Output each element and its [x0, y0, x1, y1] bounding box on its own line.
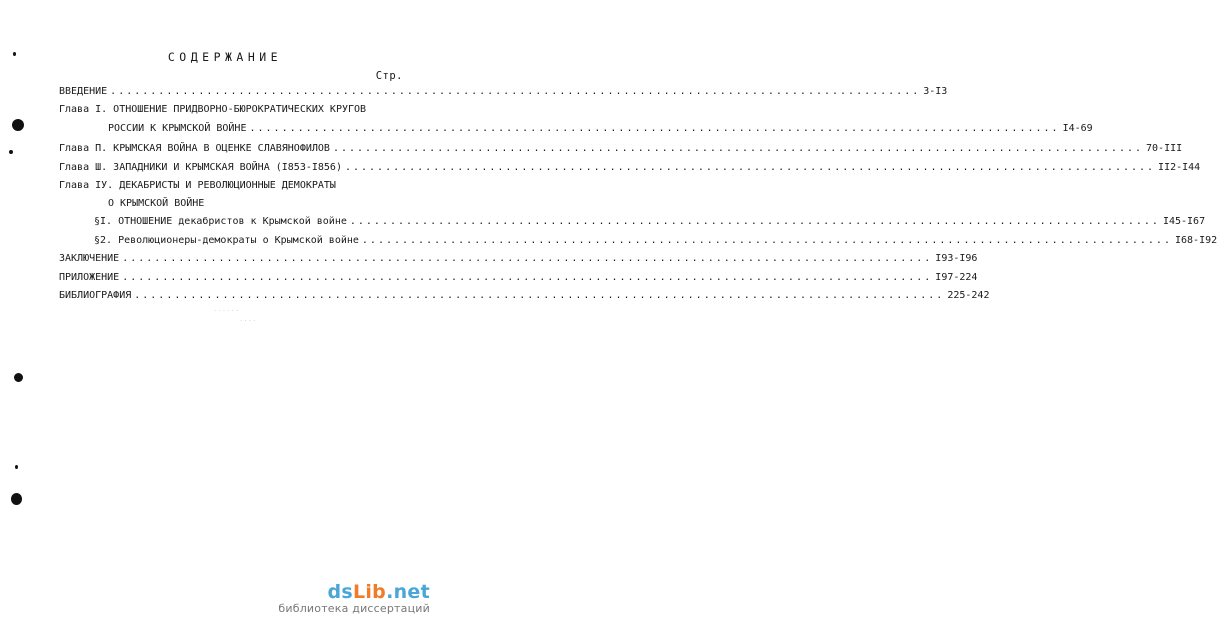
entry-text: Глава П. КРЫМСКАЯ ВОЙНА В ОЦЕНКЕ СЛАВЯНОФИЛОВ	[59, 143, 330, 154]
entry-pages: I45-I67	[1162, 216, 1206, 227]
leader-dots: .....................................................................................................	[361, 235, 1172, 246]
faint-stamp-mark: · · · ·	[240, 317, 256, 325]
toc-entry-chapter-2	[59, 143, 1183, 155]
brand-part-lib: Lib	[352, 581, 387, 603]
toc-entry-conclusion	[59, 253, 978, 265]
toc-entry-appendix	[59, 272, 978, 284]
toc-entry-chapter-4-line1: Глава IУ. ДЕКАБРИСТЫ И РЕВОЛЮЦИОННЫЕ ДЕМОКРАТЫ	[59, 180, 336, 191]
punch-hole	[12, 119, 24, 131]
toc-entry-chapter-4-line2: О КРЫМСКОЙ ВОЙНЕ	[108, 198, 205, 209]
entry-pages: 3-I3	[923, 86, 948, 97]
entry-text: БИБЛИОГРАФИЯ	[59, 290, 132, 301]
entry-text: ВВЕДЕНИЕ	[59, 86, 108, 97]
leader-dots: .....................................................................................................	[349, 216, 1160, 227]
entry-pages: 70-III	[1146, 143, 1183, 154]
leader-dots: .....................................................................................................	[344, 162, 1156, 173]
toc-entry-section-1	[94, 216, 1206, 228]
toc-entry-bibliography	[59, 290, 990, 302]
faint-stamp-mark: · · · · · ·	[214, 307, 239, 315]
toc-entry-chapter-1-line1: Глава I. ОТНОШЕНИЕ ПРИДВОРНО-БЮРОКРАТИЧЕСКИХ КРУГОВ	[59, 104, 367, 115]
brand-part-net: .net	[386, 581, 430, 603]
leader-dots: .....................................................................................................	[332, 143, 1144, 154]
toc-entry-chapter-3	[59, 162, 1201, 174]
brand-part-ds: ds	[327, 581, 353, 603]
entry-text: РОССИИ К КРЫМСКОЙ ВОЙНЕ	[108, 123, 247, 134]
watermark-subtitle: библиотека диссертаций	[278, 602, 430, 615]
punch-hole-mark	[9, 150, 13, 154]
entry-pages: I4-69	[1062, 123, 1093, 134]
watermark-brand	[278, 582, 430, 602]
watermark-logo	[278, 582, 430, 615]
toc-title: СОДЕРЖАНИЕ	[167, 50, 283, 64]
entry-text: ПРИЛОЖЕНИЕ	[59, 272, 120, 283]
punch-hole	[14, 373, 23, 382]
entry-pages: I93-I96	[935, 253, 978, 264]
page-column-label: Стр.	[375, 70, 403, 82]
entry-text: §2. Революционеры-демократы о Крымской войне	[94, 235, 359, 246]
toc-entry-chapter-1	[108, 123, 1093, 135]
leader-dots: .....................................................................................................	[134, 290, 945, 301]
entry-pages: II2-I44	[1158, 162, 1201, 173]
entry-pages: I97-224	[935, 272, 978, 283]
entry-text: ЗАКЛЮЧЕНИЕ	[59, 253, 120, 264]
leader-dots: .....................................................................................................	[122, 253, 933, 264]
entry-pages: 225-242	[947, 290, 990, 301]
toc-entry-section-2	[94, 235, 1217, 247]
entry-text: Глава Ш. ЗАПАДНИКИ И КРЫМСКАЯ ВОЙНА (I853-I856)	[59, 162, 342, 173]
leader-dots: .....................................................................................................	[249, 123, 1060, 134]
leader-dots: .....................................................................................................	[122, 272, 933, 283]
leader-dots: .....................................................................................................	[110, 86, 921, 97]
punch-hole	[11, 493, 22, 505]
toc-entry-introduction	[59, 86, 948, 98]
punch-hole-mark	[15, 465, 18, 469]
entry-pages: I68-I92	[1174, 235, 1217, 246]
entry-text: §I. ОТНОШЕНИЕ декабристов к Крымской войне	[94, 216, 347, 227]
